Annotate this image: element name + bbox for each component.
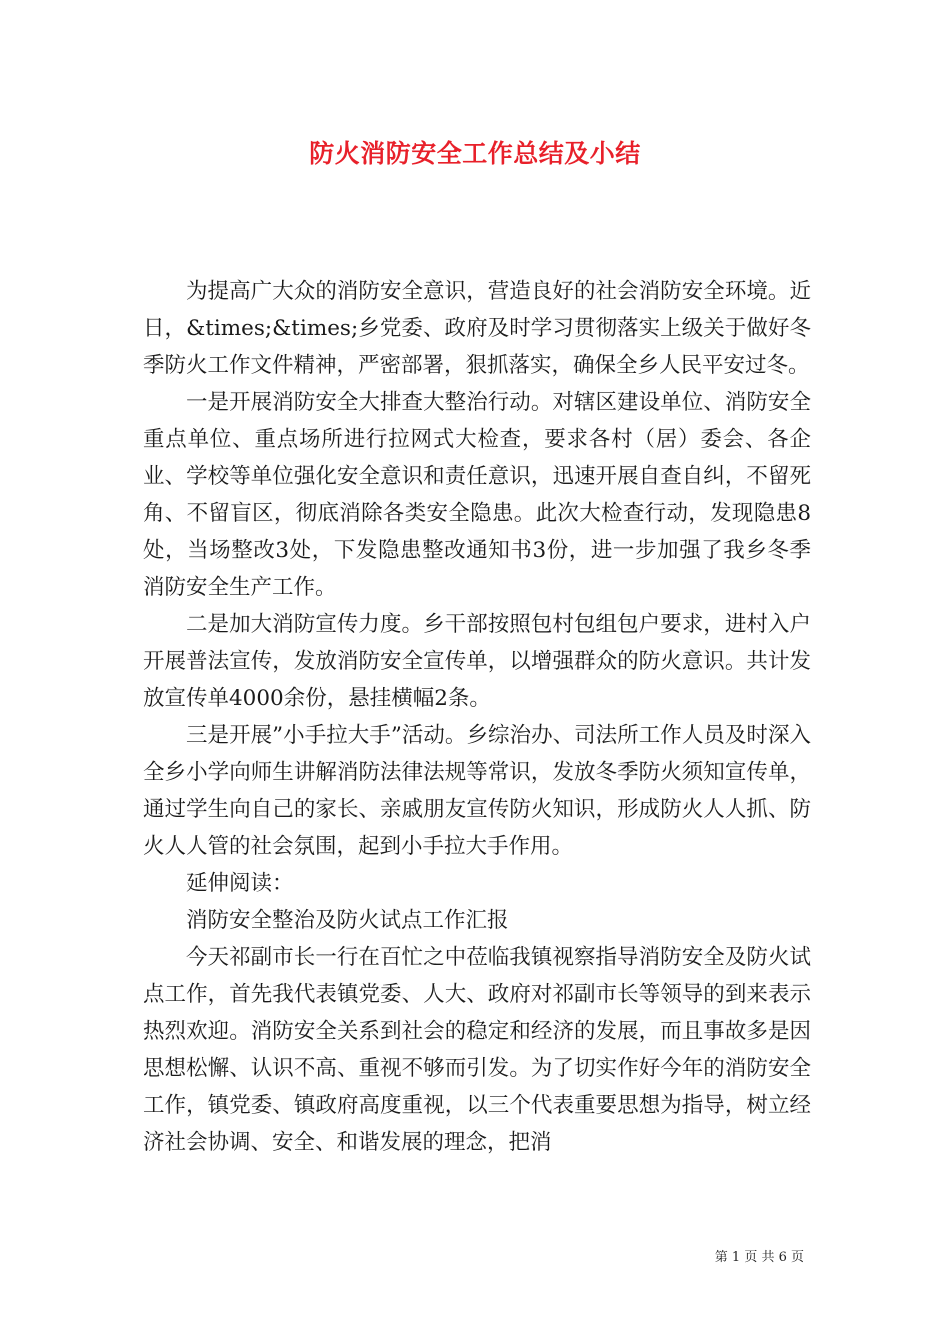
document-title: 防火消防安全工作总结及小结: [309, 139, 641, 168]
paragraph-subtitle: 消防安全整治及防火试点工作汇报: [186, 908, 509, 933]
paragraph-report: 今天祁副市长一行在百忙之中莅临我镇视察指导消防安全及防火试点工作，首先我代表镇党委、人大、政府对祁副市长等领导的到来表示热烈欢迎。消防安全关系到社会的稳定和经济的发展，而且事故多是因思想松懈、认识不高、重视不够而引发。为了切实作好今年的消防安全工作，镇党委、镇政府高度重视，以三个代表重要思想为指导，树立经济社会协调、安全、和谐发展的理念，把消: [143, 945, 811, 1155]
page-number-footer: 第 1 页 共 6 页: [714, 1250, 804, 1265]
paragraph-item-2: 二是加大消防宣传力度。乡干部按照包村包组包户要求，进村入户开展普法宣传，发放消防安全宣传单，以增强群众的防火意识。共计发放宣传单4000余份，悬挂横幅2条。: [143, 612, 811, 711]
paragraph-item-1: 一是开展消防安全大排查大整治行动。对辖区建设单位、消防安全重点单位、重点场所进行拉网式大检查，要求各村（居）委会、各企业、学校等单位强化安全意识和责任意识，迅速开展自查自纠，不留死角、不留盲区，彻底消除各类安全隐患。此次大检查行动，发现隐患8处，当场整改3处，下发隐患整改通知书3份，进一步加强了我乡冬季消防安全生产工作。: [143, 390, 811, 600]
paragraph-item-3: 三是开展”小手拉大手”活动。乡综治办、司法所工作人员及时深入全乡小学向师生讲解消防法律法规等常识，发放冬季防火须知宣传单，通过学生向自己的家长、亲戚朋友宣传防火知识，形成防火人人抓、防火人人管的社会氛围，起到小手拉大手作用。: [143, 723, 811, 859]
document-body: [143, 273, 811, 1161]
paragraph-intro: 为提高广大众的消防安全意识，营造良好的社会消防安全环境。近日，&times;&times;乡党委、政府及时学习贯彻落实上级关于做好冬季防火工作文件精神，严密部署，狠抓落实，确保全乡人民平安过冬。: [143, 279, 811, 378]
paragraph-extended-reading: 延伸阅读：: [186, 871, 294, 896]
